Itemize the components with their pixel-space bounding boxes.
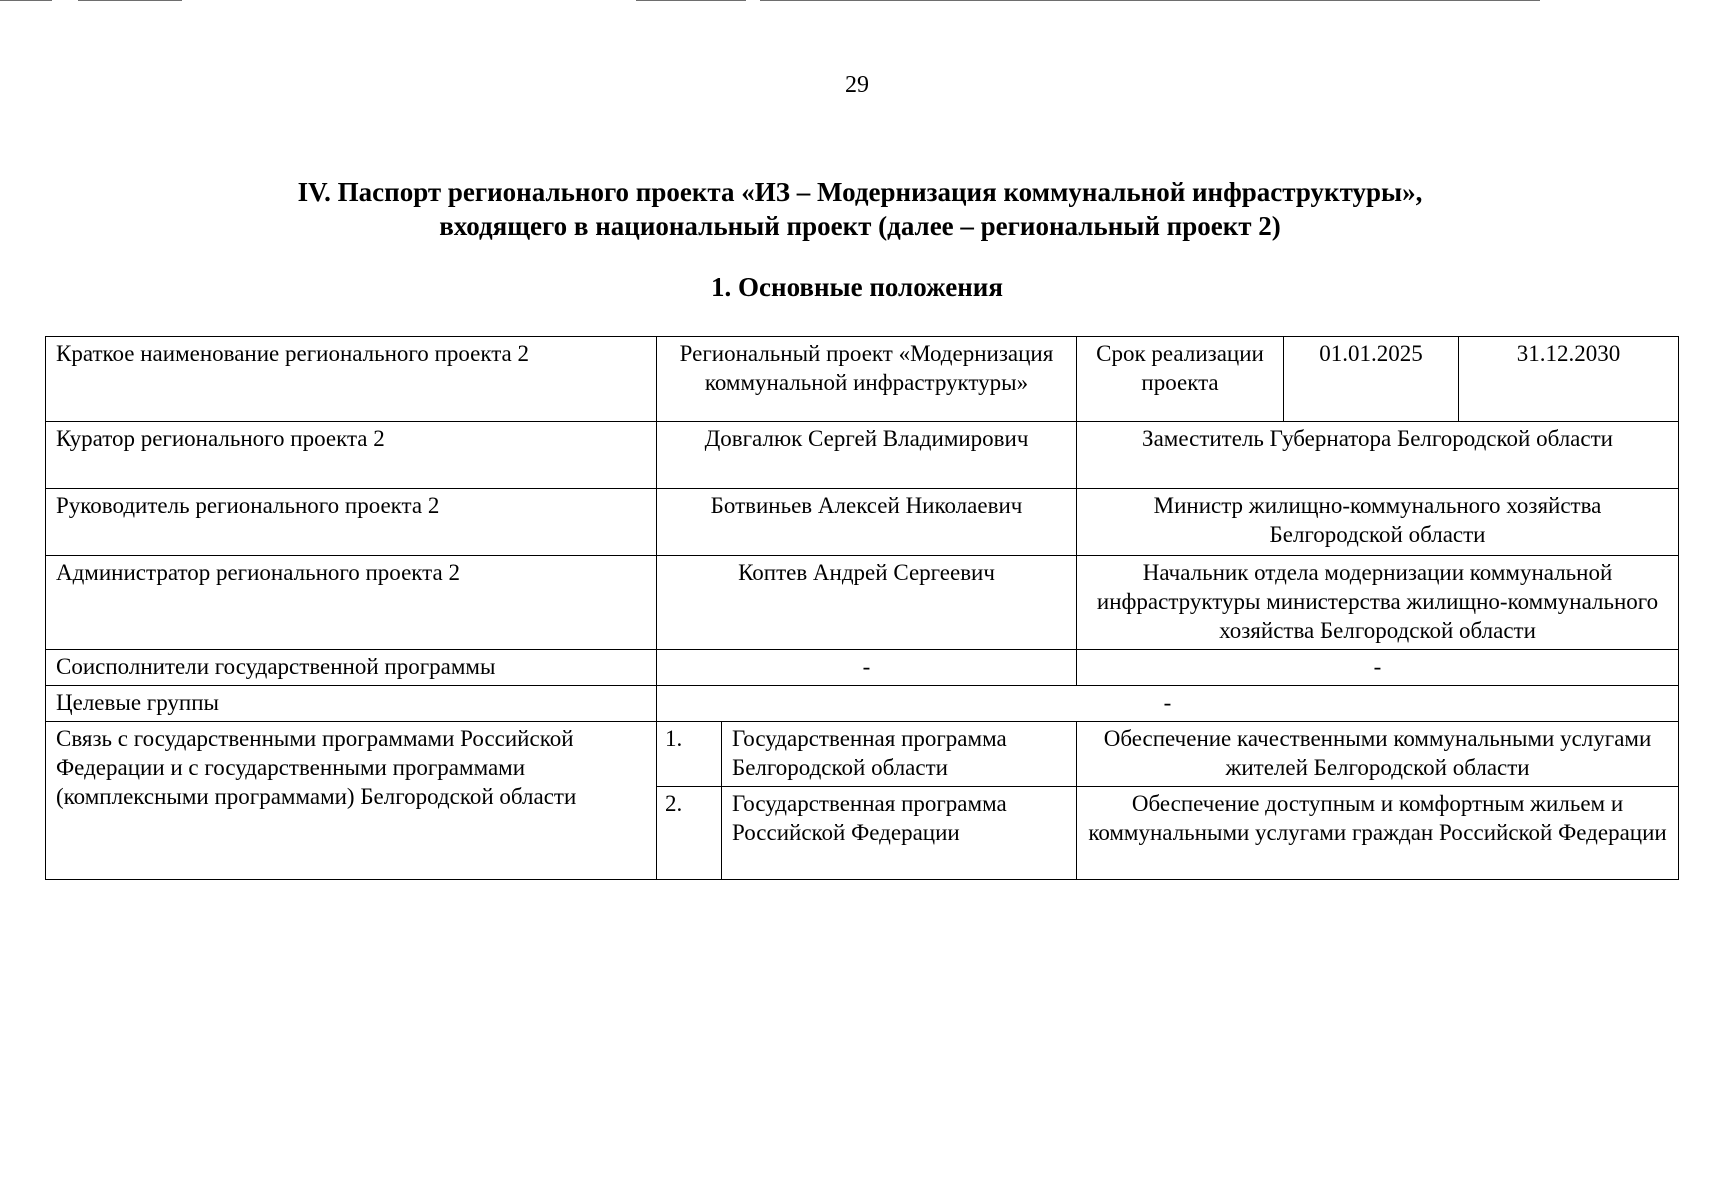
row-label: Куратор регионального проекта 2 — [46, 422, 657, 489]
document-title-line: IV. Паспорт регионального проекта «ИЗ – Модернизация коммунальной инфраструктуры», — [297, 177, 1423, 207]
program-number: 1. — [657, 722, 722, 787]
scan-edge-line — [636, 0, 746, 1]
program-number: 2. — [657, 787, 722, 880]
page-number: 29 — [845, 72, 869, 98]
program-goal: Обеспечение доступным и комфортным жильем и коммунальными услугами граждан Российской Федерации — [1077, 787, 1679, 880]
table-row — [46, 556, 1679, 650]
term-label: Срок реализации проекта — [1077, 337, 1284, 422]
administrator-name: Коптев Андрей Сергеевич — [657, 556, 1077, 650]
row-label: Краткое наименование регионального проекта 2 — [46, 337, 657, 422]
co-executors-value: - — [1077, 650, 1679, 686]
table-row — [46, 650, 1679, 686]
document-title — [40, 175, 1680, 243]
head-position: Министр жилищно-коммунального хозяйства Белгородской области — [1077, 489, 1679, 556]
scan-edge-line — [760, 0, 1540, 1]
scan-edge-line — [0, 0, 52, 1]
table-row — [46, 489, 1679, 556]
row-label: Администратор регионального проекта 2 — [46, 556, 657, 650]
section-title: 1. Основные положения — [711, 272, 1003, 302]
co-executors-value: - — [657, 650, 1077, 686]
table-row — [46, 422, 1679, 489]
start-date: 01.01.2025 — [1284, 337, 1459, 422]
table-row — [46, 337, 1679, 422]
table-row — [46, 686, 1679, 722]
scan-edge-line — [78, 0, 182, 1]
row-label: Целевые группы — [46, 686, 657, 722]
end-date: 31.12.2030 — [1459, 337, 1679, 422]
row-label: Соисполнители государственной программы — [46, 650, 657, 686]
row-label: Связь с государственными программами Российской Федерации и с государственными программами (комплексными программами) Белгородской области — [46, 722, 657, 880]
program-name: Государственная программа Белгородской области — [722, 722, 1077, 787]
program-goal: Обеспечение качественными коммунальными услугами жителей Белгородской области — [1077, 722, 1679, 787]
passport-table — [45, 336, 1679, 880]
curator-name: Довгалюк Сергей Владимирович — [657, 422, 1077, 489]
head-name: Ботвиньев Алексей Николаевич — [657, 489, 1077, 556]
project-short-name: Региональный проект «Модернизация коммунальной инфраструктуры» — [657, 337, 1077, 422]
target-groups-value: - — [657, 686, 1679, 722]
row-label: Руководитель регионального проекта 2 — [46, 489, 657, 556]
administrator-position: Начальник отдела модернизации коммунальной инфраструктуры министерства жилищно-коммунального хозяйства Белгородской области — [1077, 556, 1679, 650]
curator-position: Заместитель Губернатора Белгородской области — [1077, 422, 1679, 489]
table-row — [46, 722, 1679, 787]
document-title-line: входящего в национальный проект (далее – региональный проект 2) — [439, 211, 1281, 241]
program-name: Государственная программа Российской Федерации — [722, 787, 1077, 880]
